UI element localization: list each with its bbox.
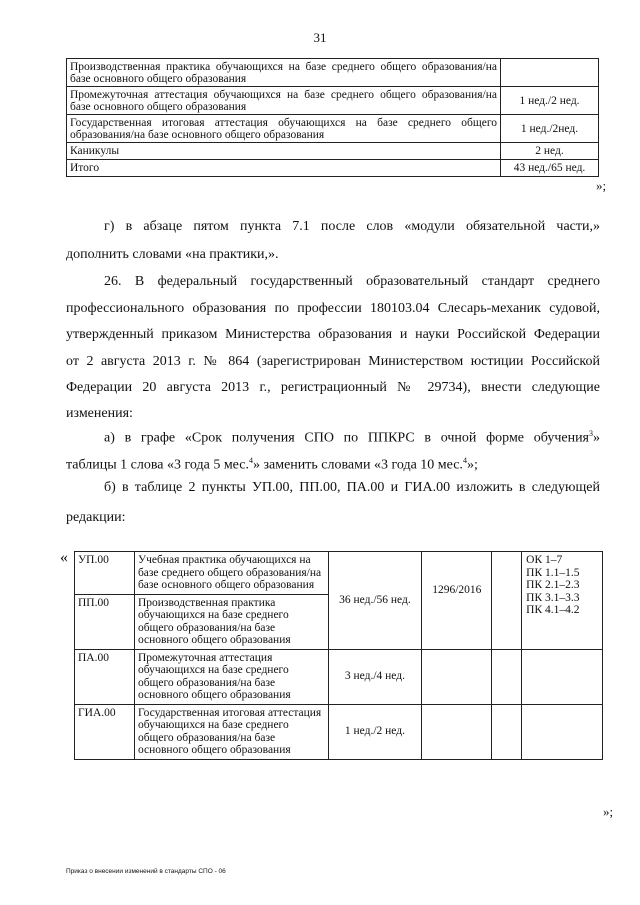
table-row — [67, 59, 599, 87]
footer-note: Приказ о внесении изменений в стандарты СПО - 06 — [66, 868, 226, 875]
table-row — [67, 143, 599, 160]
table-cell: ПП.00 — [75, 594, 135, 649]
paragraph-26-line: изменения: — [66, 406, 133, 421]
paragraph-26-line: профессионального образования по профессии 180103.04 Слесарь-механик судовой, — [66, 301, 600, 316]
table-cell — [492, 704, 522, 759]
table-cell: 43 нед./65 нед. — [501, 160, 599, 177]
table-cell: 1 нед./2 нед. — [328, 704, 422, 759]
paragraph-text: а) в графе «Срок получения СПО по ППКРС в очной форме обучения — [104, 430, 589, 446]
table-cell: Производственная практика обучающихся на базе среднего общего образования/на базе основного общего образования — [67, 59, 501, 87]
footnote-mark: 4 — [462, 456, 467, 465]
table-cell: 36 нед./56 нед. — [328, 552, 422, 650]
competencies-cell — [522, 552, 603, 650]
table-cell: Производственная практика обучающихся на базе среднего общего образования/на базе основного общего образования — [134, 594, 328, 649]
table-cell — [501, 59, 599, 87]
table-cell: 1 нед./2нед. — [501, 115, 599, 143]
competency-code: ПК 2.1–2.3 — [526, 579, 580, 591]
paragraph-a-line — [104, 425, 600, 448]
table-cell: 2 нед. — [501, 143, 599, 160]
table-cell — [492, 649, 522, 704]
table-cell — [522, 649, 603, 704]
table-cell: Государственная итоговая аттестация обучающихся на базе среднего общего образования/на базе основного общего образования — [67, 115, 501, 143]
table-cell: Каникулы — [67, 143, 501, 160]
table-row — [75, 704, 603, 759]
table-cell: 3 нед./4 нед. — [328, 649, 422, 704]
table-row — [75, 552, 603, 595]
paragraph-26-line: Федерации 20 августа 2013 г., регистрационный № 29734), внести следующие — [66, 380, 600, 395]
closing-quote: »; — [603, 804, 614, 819]
hours-table — [66, 58, 599, 177]
paragraph-text: »; — [466, 457, 478, 473]
paragraph-text: » — [593, 430, 600, 446]
closing-quote: »; — [596, 178, 607, 193]
table-cell — [522, 704, 603, 759]
opening-quote: « — [60, 549, 68, 566]
page-number: 31 — [313, 30, 327, 45]
table-cell: ГИА.00 — [75, 704, 135, 759]
table-row — [75, 649, 603, 704]
table-row — [67, 115, 599, 143]
table-cell: Итого — [67, 160, 501, 177]
table-cell: 1296/2016 — [422, 552, 492, 650]
footnote-mark: 3 — [589, 429, 593, 438]
table-cell: УП.00 — [75, 552, 135, 595]
paragraph-g-line: г) в абзаце пятом пункта 7.1 после слов «модули обязательной части,» — [104, 219, 600, 234]
table-cell: Государственная итоговая аттестация обучающихся на базе среднего общего образования/на базе основного общего образования — [134, 704, 328, 759]
table-cell: ПА.00 — [75, 649, 135, 704]
paragraph-26-line: 26. В федеральный государственный образовательный стандарт среднего — [104, 274, 600, 289]
paragraph-a-line — [66, 452, 478, 475]
table-row — [67, 160, 599, 177]
table-cell — [422, 704, 492, 759]
paragraph-text: » заменить словами «3 года 10 мес. — [252, 457, 463, 473]
table-cell: Промежуточная аттестация обучающихся на базе среднего общего образования/на базе основного общего образования — [134, 649, 328, 704]
curriculum-table — [74, 551, 603, 760]
paragraph-26-line: от 2 августа 2013 г. № 864 (зарегистрирован Министерством юстиции Российской — [66, 354, 600, 369]
competency-code: ПК 3.1–3.3 — [526, 591, 580, 604]
competency-code: ПК 4.1–4.2 — [526, 604, 580, 616]
paragraph-26-line: утвержденный приказом Министерства образования и науки Российской Федерации — [66, 327, 600, 342]
paragraph-b-line: б) в таблице 2 пункты УП.00, ПП.00, ПА.00 и ГИА.00 изложить в следующей — [104, 480, 600, 495]
competency-code: ПК 1.1–1.5 — [526, 566, 580, 579]
paragraph-text: таблицы 1 слова «3 года 5 мес. — [66, 457, 249, 473]
paragraph-b-line: редакции: — [66, 510, 126, 525]
paragraph-g-line: дополнить словами «на практики,». — [66, 247, 279, 262]
table-row — [67, 87, 599, 115]
table-cell — [492, 552, 522, 650]
table-cell — [422, 649, 492, 704]
table-cell: 1 нед./2 нед. — [501, 87, 599, 115]
table-cell: Учебная практика обучающихся на базе среднего общего образования/на базе основного общего образования — [134, 552, 328, 595]
footnote-mark: 4 — [248, 456, 253, 465]
competency-code: ОК 1–7 — [526, 554, 563, 566]
table-cell: Промежуточная аттестация обучающихся на базе среднего общего образования/на базе основного общего образования — [67, 87, 501, 115]
